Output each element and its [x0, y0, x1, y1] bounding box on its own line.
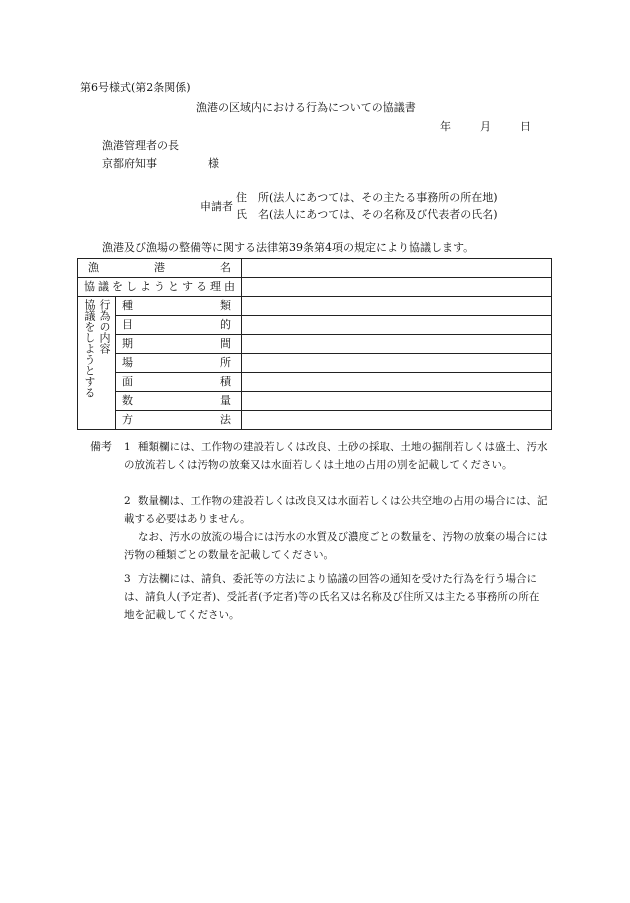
row-label-area: 面 積 [116, 373, 242, 392]
reason-label: 協 議 を し よ う と す る 理 由 [78, 278, 242, 297]
row-label-period: 期 間 [116, 335, 242, 354]
location-value[interactable] [242, 354, 552, 373]
row-label-quantity: 数 量 [116, 392, 242, 411]
note-item: 1 種類欄には、工作物の建設若しくは改良、土砂の採取、土地の掘削若しくは盛土、汚水の放流若しくは汚物の放棄又は水面若しくは土地の占用の別を記載してください。 [124, 441, 548, 471]
table-row [78, 373, 552, 392]
harbor-name-label: 漁 港 名 [78, 259, 242, 278]
applicant-name: 氏 名(法人にあつては、その名称及び代表者の氏名) [236, 208, 498, 221]
table-row [78, 316, 552, 335]
applicant-address: 住 所(法人にあつては、その主たる事務所の所在地) [236, 191, 498, 204]
inner-vertical-label: 行為の内容 [98, 299, 111, 354]
date-line [440, 120, 531, 133]
note-item: 2 数量欄は、工作物の建設若しくは改良又は水面若しくは公共空地の占用の場合には、記載する必要はありません。 [124, 495, 548, 525]
outer-vertical-label: 協議をしようとする [83, 299, 96, 398]
area-value[interactable] [242, 373, 552, 392]
type-value[interactable] [242, 297, 552, 316]
table-row [78, 392, 552, 411]
table-row [78, 297, 552, 316]
addressee-honorific: 様 [208, 157, 219, 170]
application-table [77, 258, 552, 430]
row-label-method: 方 法 [116, 411, 242, 430]
method-value[interactable] [242, 411, 552, 430]
reason-value[interactable] [242, 278, 552, 297]
table-row [78, 278, 552, 297]
action-content-header [78, 297, 116, 430]
note-item: なお、汚水の放流の場合には汚水の水質及び濃度ごとの数量を、汚物の放棄の場合には汚物の種類ごとの数量を記載してください。 [124, 531, 548, 561]
applicant-label: 申請者 [200, 200, 233, 213]
table-row [78, 411, 552, 430]
document-title: 漁港の区域内における行為についての協議書 [196, 101, 416, 114]
row-label-purpose: 目 的 [116, 316, 242, 335]
date-day: 日 [520, 120, 531, 133]
row-label-location: 場 所 [116, 354, 242, 373]
addressee-line1: 漁港管理者の長 [102, 139, 179, 152]
quantity-value[interactable] [242, 392, 552, 411]
table-row [78, 354, 552, 373]
table-row [78, 259, 552, 278]
date-month: 月 [480, 120, 491, 133]
row-label-type: 種 類 [116, 297, 242, 316]
note-item: 3 方法欄には、請負、委託等の方法により協議の回答の通知を受けた行為を行う場合には、請負人(予定者)、受託者(予定者)等の氏名又は名称及び住所又は主たる事務所の所在地を記載してください。 [124, 573, 540, 621]
intro-text: 漁港及び漁場の整備等に関する法律第39条第4項の規定により協議します。 [102, 241, 475, 254]
date-year: 年 [440, 120, 451, 133]
purpose-value[interactable] [242, 316, 552, 335]
table-row [78, 335, 552, 354]
period-value[interactable] [242, 335, 552, 354]
notes-label: 備考 [90, 440, 112, 453]
harbor-name-value[interactable] [242, 259, 552, 278]
addressee-line2: 京都府知事 [102, 157, 157, 170]
form-number: 第6号様式(第2条関係) [80, 81, 191, 94]
